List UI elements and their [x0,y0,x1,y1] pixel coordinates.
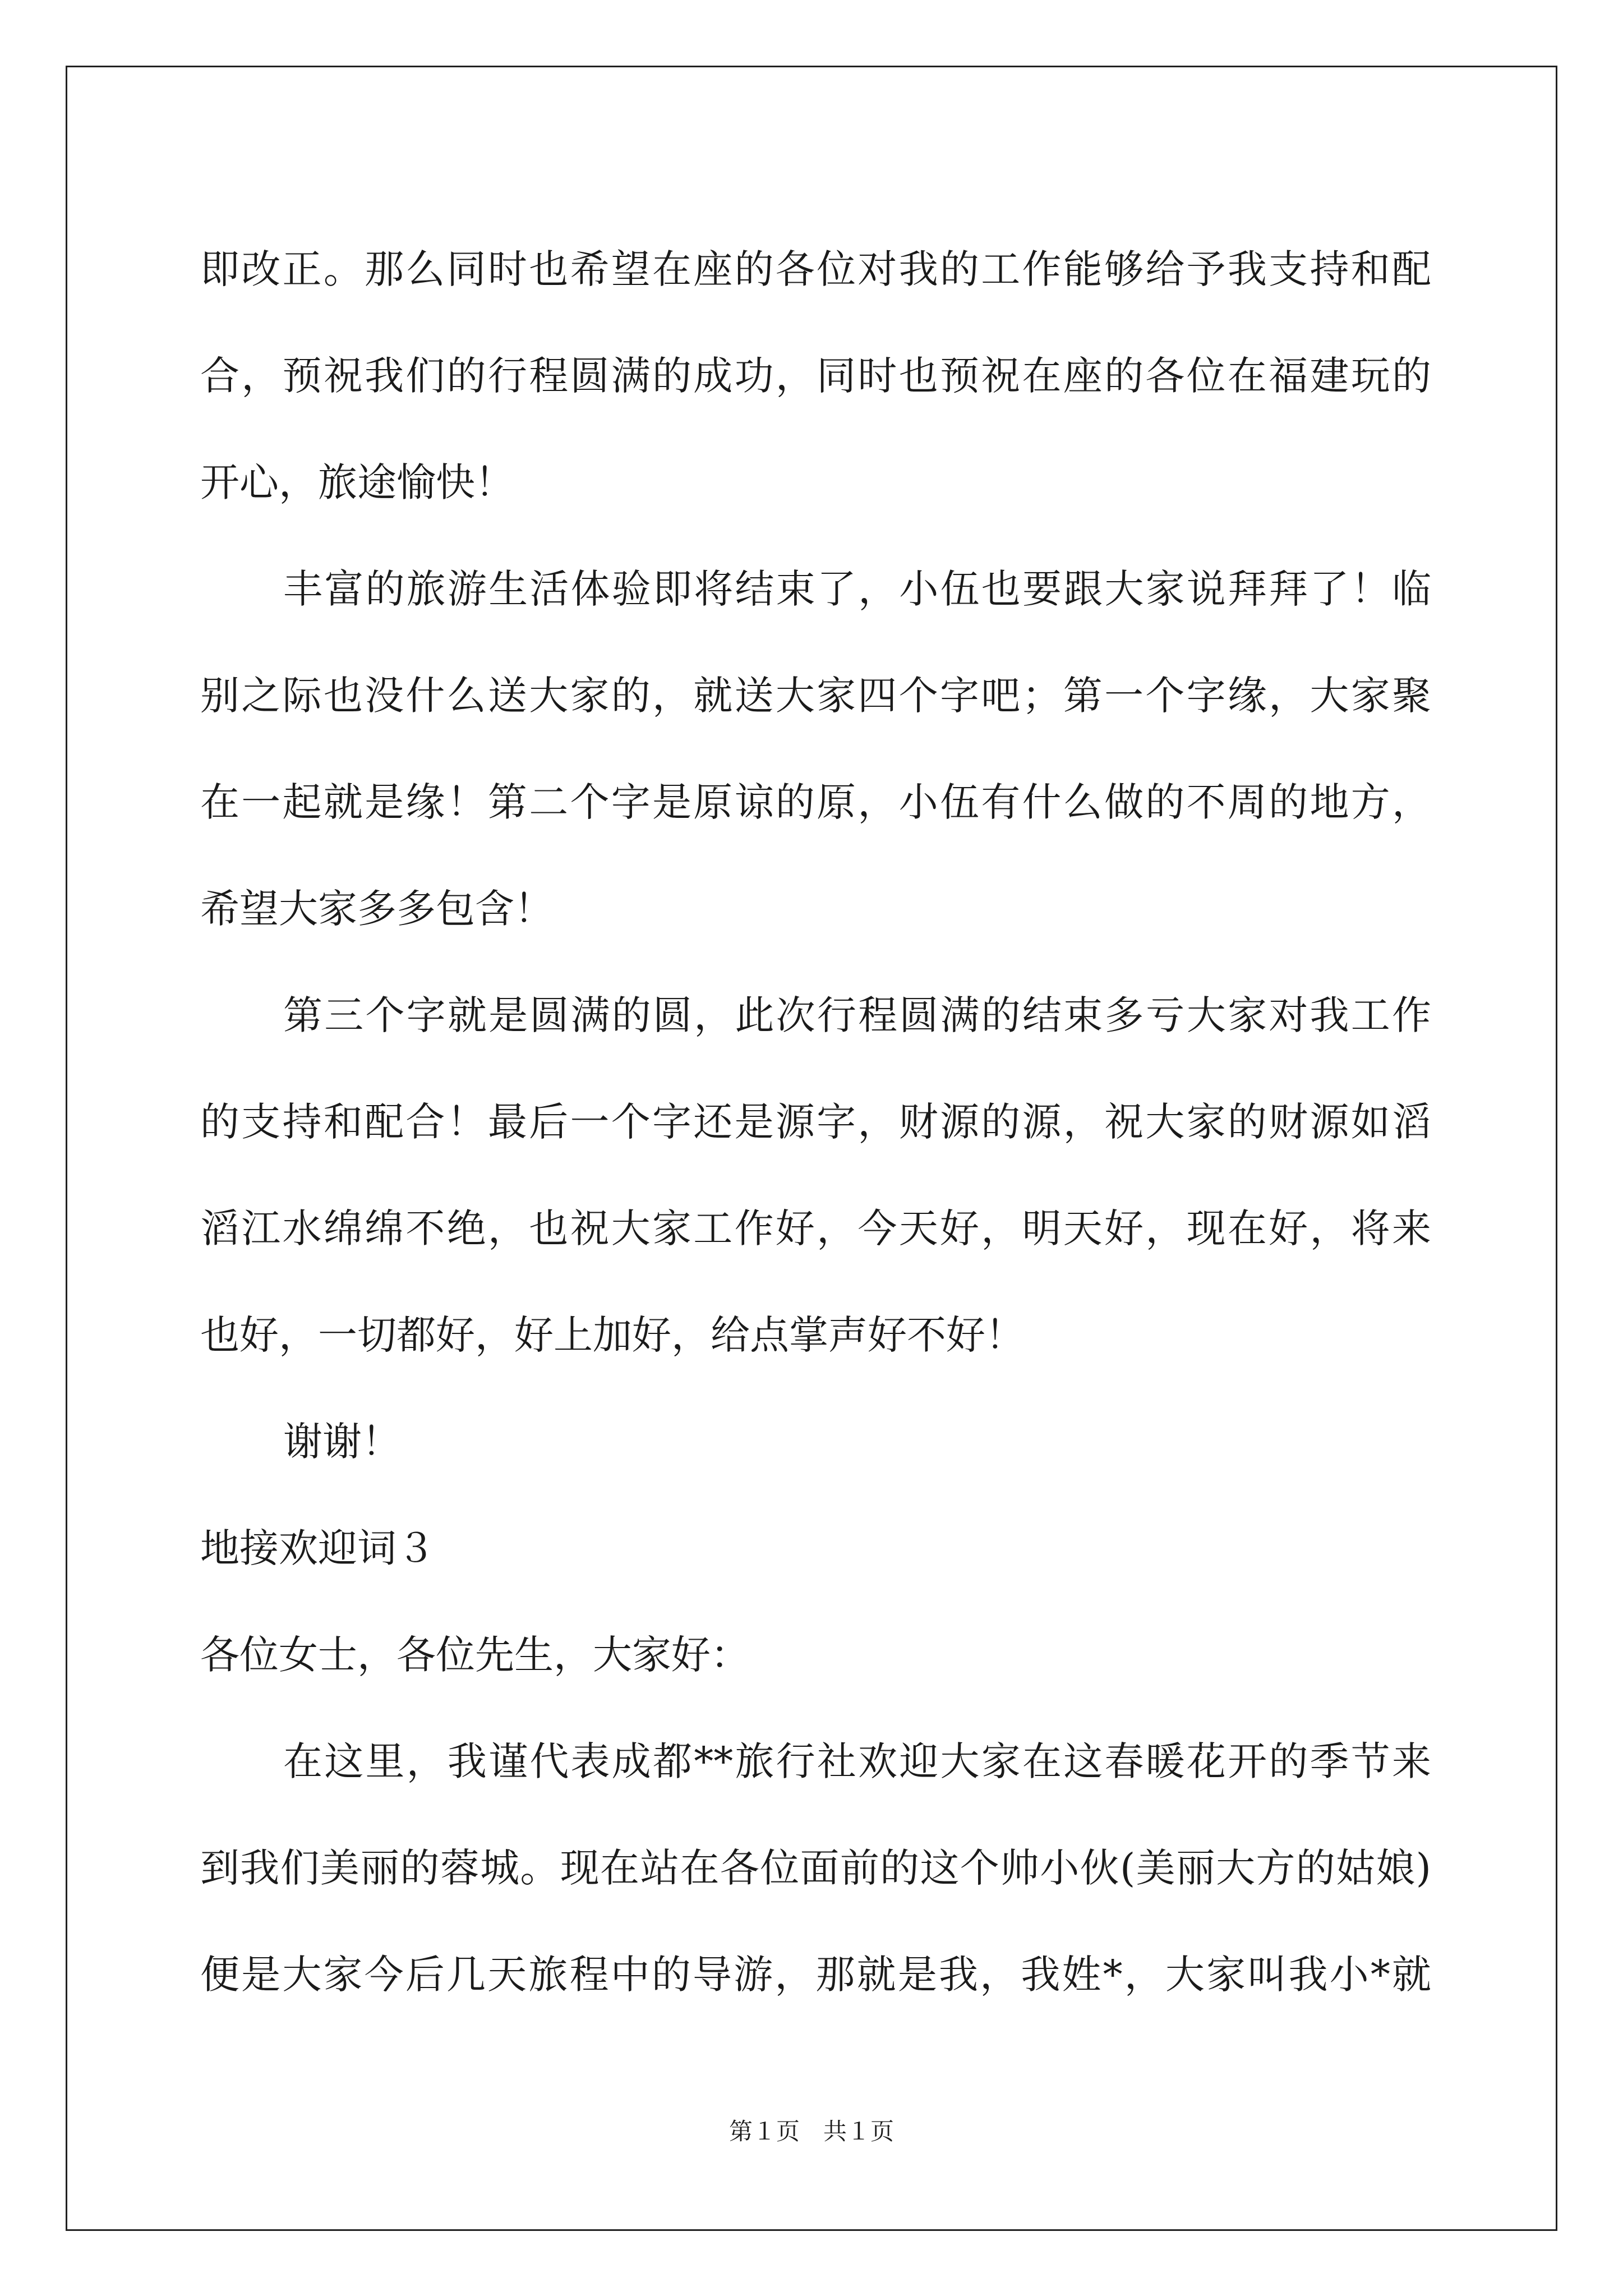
text-line: 到我们美丽的蓉城。现在站在各位面前的这个帅小伙(美丽大方的姑娘) [200,1845,1431,1891]
text-line: 在一起就是缘！第二个字是原谅的原，小伍有什么做的不周的地方， [200,779,1431,825]
text-line: 便是大家今后几天旅程中的导游，那就是我，我姓*，大家叫我小*就 [200,1952,1431,1998]
document-body [200,216,1431,2028]
text-line: 希望大家多多包含！ [200,886,554,932]
text-line: 合，预祝我们的行程圆满的成功，同时也预祝在座的各位在福建玩的 [200,353,1431,399]
text-line: 开心，旅途愉快！ [200,459,514,505]
text-line: 即改正。那么同时也希望在座的各位对我的工作能够给予我支持和配 [200,246,1431,292]
page-footer: 第１页 共１页 [728,2118,894,2145]
text-line: 别之际也没什么送大家的，就送大家四个字吧；第一个字缘，大家聚 [200,673,1431,719]
text-line: 也好，一切都好，好上加好，给点掌声好不好！ [200,1312,1025,1358]
paragraph-first-line: 谢谢！ [283,1419,401,1465]
text-line: 滔江水绵绵不绝，也祝大家工作好，今天好，明天好，现在好，将来 [200,1205,1431,1251]
salutation-line: 各位女士，各位先生，大家好： [200,1632,750,1678]
paragraph-first-line: 在这里，我谨代表成都**旅行社欢迎大家在这春暖花开的季节来 [283,1738,1431,1784]
text-line: 的支持和配合！最后一个字还是源字，财源的源，祝大家的财源如滔 [200,1099,1431,1145]
section-heading: 地接欢迎词３ [200,1525,436,1571]
paragraph-first-line: 第三个字就是圆满的圆，此次行程圆满的结束多亏大家对我工作 [283,992,1431,1038]
paragraph-first-line: 丰富的旅游生活体验即将结束了，小伍也要跟大家说拜拜了！临 [283,566,1431,612]
